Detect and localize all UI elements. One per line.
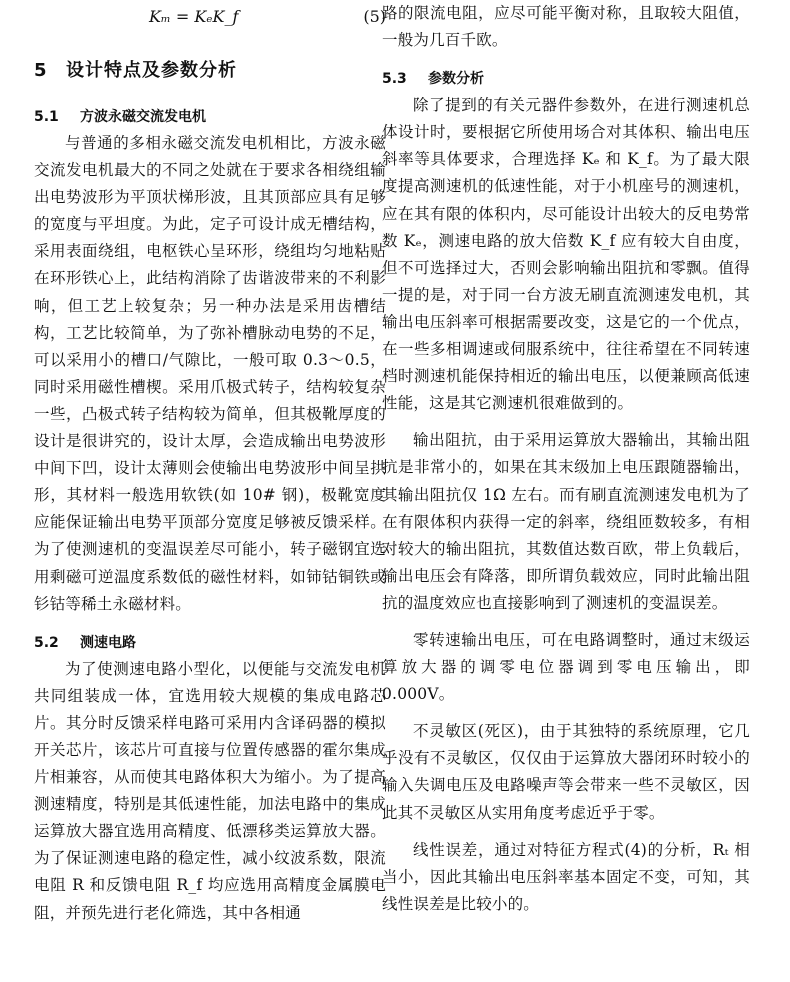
equation-formula: Kₘ = KₑK_f xyxy=(149,7,239,26)
subsection-title: 参数分析 xyxy=(428,71,484,88)
paragraph-output-impedance: 输出阻抗，由于采用运算放大器输出，其输出阻抗是非常小的，如果在其末级加上电压跟随器输出，其输出阻抗仅 1Ω 左右。而有刷直流测速发电机为了在有限体积内获得一定的斜率，绕组匝数较多，有相对较大的输出阻抗，其数值达数百欧，带上负载后，输出电压会有降落，即所谓负载效应，同时此输出阻抗的温度效应也直接影响到了测速机的变温误差。 xyxy=(382,431,750,612)
paragraph-5-3-1: 除了提到的有关元器件参数外，在进行测速机总体设计时，要根据它所使用场合对其体积、输出电压斜率等具体要求，合理选择 Kₑ 和 K_f。为了最大限度提高测速机的低速性能，对于小机座号的测速机，应在其有限的体积内，尽可能设计出较大的反电势常数 Kₑ，测速电路的放大倍数 K_f 应有较大自由度，但不可选择过大，否则会影响输出阻抗和零飘。值得一提的是，对于同一台方波无刷直流测速发电机，其输出电压斜率可根据需要改变，这是它的一个优点，在一些多相调速或伺服系统中，往往希望在不同转速档时测速机能保持相近的输出电压，以便兼顾高低速性能，这是其它测速机很难做到的。 xyxy=(382,96,750,413)
paragraph-5-1: 与普通的多相永磁交流发电机相比，方波永磁交流发电机最大的不同之处就在于要求各相绕组输出电势波形为平顶状梯形波，且其顶部应具有足够的宽度与平坦度。为此，定子可设计成无槽结构，采用表面绕组，电枢铁心呈环形，绕组均匀地粘贴在环形铁心上，此结构消除了齿谐波带来的不利影响，但工艺上较复杂；另一种办法是采用齿槽结构，工艺比较简单，为了弥补槽脉动电势的不足，可以采用小的槽口/气隙比，一般可取 0.3～0.5，同时采用磁性槽楔。采用爪极式转子，结构较复杂一些，凸极式转子结构较为简单，但其极靴厚度的设计是很讲究的，设计太厚，会造成输出电势波形中间下凹，设计太薄则会使输出电势波形中间呈拱形，其材料一般选用软铁(如 10# 钢)，极靴宽度应能保证输出电势平顶部分宽度足够被反馈采样。为了使测速机的变温误差尽可能小，转子磁钢宜选用剩磁可逆温度系数低的磁性材料，如铈钴铜铁或钐钴等稀土永磁材料。 xyxy=(34,134,386,613)
spacer xyxy=(382,617,750,627)
equation-5 xyxy=(34,0,386,32)
subsection-5-3-heading xyxy=(382,68,750,92)
subsection-5-1-heading xyxy=(34,106,386,130)
subsection-5-2-heading xyxy=(34,632,386,656)
section-5-heading xyxy=(34,56,386,84)
subsection-title: 方波永磁交流发电机 xyxy=(80,109,206,125)
subsection-title: 测速电路 xyxy=(80,634,136,651)
spacer xyxy=(34,84,386,106)
paragraph-linearity-error: 线性误差，通过对特征方程式(4)的分析，Rₜ 相当小，因此其输出电压斜率基本固定不变，可知，其线性误差是比较小的。 xyxy=(382,840,750,913)
section-title: 设计特点及参数分析 xyxy=(66,60,237,81)
spacer xyxy=(382,54,750,68)
right-column xyxy=(382,0,750,918)
subsection-number: 5.3 xyxy=(382,71,407,88)
equation-number: (5) xyxy=(363,7,386,26)
spacer xyxy=(34,618,386,632)
paragraph-zero-speed-voltage: 零转速输出电压，可在电路调整时，通过末级运算放大器的调零电位器调到零电压输出，即 0.000V。 xyxy=(382,630,750,704)
subsection-number: 5.1 xyxy=(34,109,59,125)
paragraph-dead-zone: 不灵敏区(死区)，由于其独特的系统原理，它几乎没有不灵敏区，仅仅由于运算放大器闭环时较小的输入失调电压及电路噪声等会带来一些不灵敏区，因此其不灵敏区从实用角度考虑近乎于零。 xyxy=(382,722,750,822)
spacer xyxy=(382,417,750,427)
section-number: 5 xyxy=(34,60,48,81)
paragraph-5-2: 为了使测速电路小型化，以便能与交流发电机共同组装成一体，宜选用较大规模的集成电路芯片。其分时反馈采样电路可采用内含译码器的模拟开关芯片，该芯片可直接与位置传感器的霍尔集成片相兼容，从而使其电路体积大为缩小。为了提高测速精度，特别是其低速性能，加法电路中的集成运算放大器宜选用高精度、低漂移类运算放大器。为了保证测速电路的稳定性，减小纹波系数，限流电阻 R 和反馈电阻 R_f 均应选用高精度金属膜电阻，并预先进行老化筛选，其中各相通 xyxy=(34,659,386,922)
spacer xyxy=(382,827,750,837)
subsection-number: 5.2 xyxy=(34,634,59,651)
left-column xyxy=(34,0,386,927)
paragraph-5-2-continued: 路的限流电阻，应尽可能平衡对称，且取较大阻值，一般为几百千欧。 xyxy=(382,4,750,50)
spacer xyxy=(382,708,750,718)
